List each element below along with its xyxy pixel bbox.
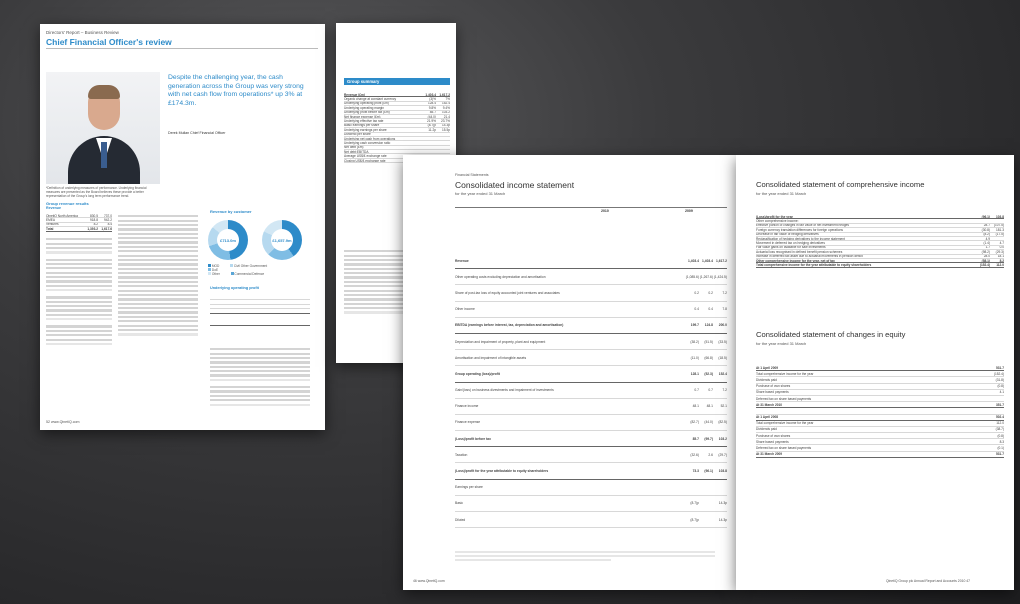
row-value: (82.7) [690, 420, 699, 425]
page-comprehensive-income [736, 155, 1014, 590]
row-value: (51.5) [704, 339, 713, 344]
row-label: Earnings per share [455, 485, 483, 490]
table-row [455, 415, 727, 431]
row-label: Effective portion of changes in fair value of net investment hedges [756, 223, 849, 228]
table-row [455, 383, 727, 399]
row-value: 0.7 [708, 388, 713, 393]
table-row [455, 480, 727, 496]
row-label: Depreciation and impairment of property, plant and equipment [455, 339, 546, 344]
row-value: 8.2 [999, 258, 1004, 263]
row-value: (96.1) [704, 469, 713, 474]
row-value: (30.8) [981, 228, 990, 232]
row-value: (1,085.6) [685, 274, 699, 279]
row-value: 7.2 [722, 290, 727, 295]
row-label: Revenue (£m) [344, 93, 365, 97]
chart-title: Revenue by customer [210, 209, 252, 214]
row-value: 112.0 [996, 263, 1004, 267]
body-text-col2 [118, 201, 198, 338]
row-value: 1,617.2 [716, 258, 727, 263]
row-label: Underlying cash conversion ratio [344, 141, 391, 145]
page-income-statement [403, 155, 736, 590]
section-title: Group revenue results [46, 201, 89, 206]
row-value: 152.4 [442, 101, 450, 106]
row-value: (1,267.6) [699, 274, 713, 279]
row-label: Decrease in fair value of hedging derivatives [756, 232, 819, 237]
row-label: (Loss)/profit before tax [455, 436, 491, 441]
row-value: 531.7 [996, 365, 1004, 370]
row-value: 200.0 [718, 323, 727, 328]
row-value: 1,403.4 [425, 93, 436, 97]
row-label: Increase in deferred tax asset due to actuarial movements in pension deficit [756, 254, 863, 259]
row-value: (0.8) [997, 384, 1004, 389]
table-row [455, 285, 727, 301]
row-value: 4.9 [985, 236, 990, 241]
comprehensive-income-table [756, 215, 1004, 268]
row-label: Purchase of own shares [756, 433, 791, 438]
chart-legend: MOD Civil Other Government DoE Other Commercial Defence [208, 264, 318, 276]
row-value: 1,403.4 [702, 258, 713, 263]
row-label: Underlying net cash from operations [344, 136, 396, 141]
statement-title: Consolidated statement of comprehensive income [756, 180, 925, 189]
table-row [455, 366, 727, 382]
row-value: 152.4 [718, 371, 727, 376]
table-row [455, 350, 727, 366]
changes-in-equity-table [756, 365, 1004, 458]
row-label: Movement in deferred tax on hedging derivatives [756, 241, 825, 246]
table-row: Ventures 8.2 8.4 [46, 222, 112, 227]
row-value: 9.8% [428, 106, 436, 110]
table-row [455, 399, 727, 415]
row-value: (66.8) [704, 355, 713, 360]
row-value: (99.7) [704, 436, 713, 441]
row-label: At 1 April 2009 [756, 365, 779, 370]
table-row: Total 1,393.2 1,617.6 [46, 227, 112, 231]
page-header: Financial Statements [455, 173, 489, 177]
row-value: 103.8 [718, 469, 727, 474]
row-value: 21.9% [426, 119, 436, 124]
income-statement-table [455, 253, 727, 528]
row-value: (11.0) [690, 355, 699, 360]
row-label: Actuarial loss recognised in defined benefit pension schemes [756, 250, 843, 254]
row-value: 14.3p [442, 123, 450, 128]
row-value: 14.3p [718, 517, 727, 522]
table-row [455, 269, 727, 285]
row-value: (31.8) [995, 377, 1004, 382]
row-value: (38.2) [690, 339, 699, 344]
row-label: Basic earnings per share [344, 123, 380, 128]
row-value: 28.7 [983, 223, 990, 228]
row-value: (96.1) [981, 215, 990, 219]
row-label: Other comprehensive income: [756, 219, 799, 224]
row-value: (82.5) [718, 420, 727, 425]
row-value: 21.4 [443, 114, 450, 119]
row-label: Average US$/£ exchange rate [344, 154, 387, 159]
row-label: Gain/(loss) on business divestments and impairment of investments [455, 388, 554, 393]
row-value: (58.1) [981, 258, 990, 263]
row-value: 48.1 [706, 404, 713, 409]
row-label: (Loss)/profit for the year [756, 215, 793, 219]
row-value: 531.7 [996, 452, 1004, 457]
row-value: 1.7 [985, 245, 990, 250]
cfo-photo [46, 72, 160, 184]
row-value: (1.4) [983, 241, 990, 246]
row-label: Organic change at constant currency [344, 97, 397, 102]
row-value: 23.7% [440, 119, 450, 124]
revenue-label: Revenue [46, 206, 61, 210]
row-label: Dividends paid [756, 427, 777, 432]
row-label: Fair value gains on available for sale investments [756, 245, 826, 250]
row-label: Total comprehensive income for the year attributable to equity shareholders [756, 263, 872, 267]
row-value: (0.1) [997, 446, 1004, 451]
row-value: (98.2) [981, 250, 990, 254]
table-row [455, 447, 727, 463]
row-value: 28.0 [983, 254, 990, 259]
table-row [756, 263, 1004, 267]
row-value: (8.7)p [690, 517, 699, 522]
donut-chart-2010 [208, 220, 248, 260]
row-value: 199.7 [690, 323, 699, 328]
row-value: 73.3 [692, 469, 699, 474]
row-label: Revenue [455, 258, 469, 263]
row-value: 7.8 [722, 307, 727, 312]
row-label: Finance expense [455, 420, 481, 425]
row-value: 128.4 [428, 101, 436, 106]
pull-quote: Despite the challenging year, the cash generation across the Group was very strong with net cash flow from operations* up 3% at £174.3m. [168, 74, 304, 107]
row-value: 0.7 [694, 388, 699, 393]
row-label: Underlying profit before tax (£m) [344, 110, 390, 115]
row-value: 103.2 [442, 110, 450, 115]
donut-label: £1,657.9m [271, 229, 293, 251]
page-cfo-review: Directors' Report – Business Review Chief Financial Officer's review Despite the challenging year, the cash generation across the Group was very strong with net cash flow from operations* up 3% at £174.3m. Derek Mullan Chief Financial Officer *Definition of underlying measures of performance. Underlying financial measures are presented as the Board believes these provide a better representation of the Group's long term performance trend. Group revenue results Revenue QinetiQ North America 830.5 737.0 EMEA 918.8 942.2 Ventures 8.2 8.4 Total 1,393.2 1,617.6 Revenue by customer £713.0m £1,657.9m MOD Civil Other Government DoE Other Commercial Defence Underlying operating profit 52 www.QinetiQ.com [40, 24, 325, 430]
row-value: (38.7) [995, 427, 1004, 432]
footnotes [455, 549, 715, 563]
row-label: Diluted [455, 517, 466, 522]
statement-subtitle: for the year ended 31 March [455, 191, 506, 196]
table-row [455, 496, 727, 512]
row-value: (33.5) [718, 339, 727, 344]
row-value: (152.4) [993, 371, 1004, 376]
row-value: 112.0 [996, 421, 1004, 426]
row-value: (29.7) [718, 452, 727, 457]
year-header: 2009 [685, 209, 693, 213]
page-footer: 52 www.QinetiQ.com [46, 420, 80, 424]
body-text-col1 [46, 236, 112, 347]
row-label: EBITDA (earnings before interest, tax, depreciation and amortisation) [455, 323, 564, 328]
row-label: Total comprehensive income for the year [756, 421, 814, 426]
row-label: Share based payments [756, 439, 789, 444]
op-profit-table [210, 296, 310, 326]
row-value: 0.2 [708, 290, 713, 295]
op-profit-title: Underlying operating profit [210, 286, 259, 290]
row-value: 52.1 [720, 404, 727, 409]
row-label: Deferred tax on share based payments [756, 446, 812, 451]
row-value: 9.4% [442, 106, 450, 110]
row-value: 48.1 [692, 404, 699, 409]
row-label: (Loss)/profit for the year attributable to equity shareholders [455, 469, 549, 474]
statement-subtitle: for the year ended 31 March [756, 191, 807, 196]
row-label: Net finance expense (£m) [344, 114, 381, 119]
row-value: (8.7)p [690, 501, 699, 506]
row-label: Taxation [455, 452, 468, 457]
row-value: (44.0) [704, 420, 713, 425]
statement-subtitle-2: for the year ended 31 March [756, 341, 807, 346]
section-header: Group summary [344, 78, 450, 85]
row-label: Group operating (loss)/profit [455, 371, 500, 376]
row-label: Basic [455, 501, 464, 506]
page-footer: QinetiQ Group plc Annual Report and Accounts 2010 47 [886, 579, 971, 583]
row-value: (17.5) [995, 232, 1004, 237]
table-row [455, 253, 727, 269]
table-row [455, 431, 727, 447]
row-value: 502.4 [996, 415, 1004, 420]
row-label: Underlying earnings per share [344, 128, 387, 132]
table-row [756, 452, 1004, 458]
row-value: 8.3 [999, 439, 1004, 444]
row-value: (29.3) [995, 250, 1004, 254]
column-headers [455, 207, 727, 213]
row-value: 85.7 [692, 436, 699, 441]
row-label: Amortisation and impairment of intangible assets [455, 355, 527, 360]
row-label: At 31 March 2010 [756, 402, 783, 407]
page-title: Chief Financial Officer's review [46, 37, 172, 47]
row-label: Underlying effective tax rate [344, 119, 384, 124]
row-value: 4.7 [999, 241, 1004, 246]
row-value: (107.5) [993, 223, 1004, 228]
row-label: Reclassification of hedging derivatives to the income statement [756, 236, 845, 241]
year-header: 2010 [601, 209, 609, 213]
row-value: 0.2 [694, 290, 699, 295]
byline: Derek Mullan Chief Financial Officer [168, 131, 226, 135]
table-row: QinetiQ North America 830.5 737.0 [46, 214, 112, 218]
row-value: 11.2p [428, 128, 436, 132]
revenue-table [46, 214, 112, 232]
table-row [455, 318, 727, 334]
row-value: 103.2 [718, 436, 727, 441]
row-label: Dividends paid [756, 377, 777, 382]
row-value: 15.5p [442, 128, 450, 132]
row-label: Share based payments [756, 390, 789, 395]
body-text-col3 [210, 346, 310, 408]
donut-chart-2009 [262, 220, 302, 260]
row-value: 14.3p [718, 501, 727, 506]
row-value: 7.2 [722, 388, 727, 393]
table-row [455, 463, 727, 479]
statement-title: Consolidated income statement [455, 180, 575, 190]
group-summary-table [344, 93, 450, 163]
row-label: Closing US$/£ exchange rate [344, 158, 386, 163]
row-value: 103.8 [996, 215, 1004, 219]
row-value: (32.6) [690, 452, 699, 457]
table-row [455, 512, 727, 528]
row-label: Other income [455, 307, 475, 312]
row-value: 128.1 [690, 371, 699, 376]
table-row [455, 334, 727, 350]
row-label: Dividend per share [344, 132, 371, 137]
row-label: Other comprehensive income for the year, net of tax [756, 258, 835, 263]
row-value: (8.2) [983, 232, 990, 237]
row-label: Share of post-tax loss of equity accounted joint ventures and associates [455, 290, 560, 295]
row-label: At 1 April 2008 [756, 415, 779, 420]
row-value: 1,617.2 [439, 93, 450, 97]
row-value: 0.4 [694, 307, 699, 312]
row-label: At 31 March 2009 [756, 452, 783, 457]
row-label: Total comprehensive income for the year [756, 371, 814, 376]
row-label: Underlying operating margin [344, 106, 385, 110]
row-value: 4.1 [999, 390, 1004, 395]
row-value: (3)% [429, 97, 436, 102]
row-label: Foreign currency translation differences for foreign operations [756, 228, 843, 232]
row-value: (44.0) [427, 114, 436, 119]
row-value: (8.7)p [427, 123, 436, 128]
row-value: 2.6 [708, 452, 713, 457]
row-value: (52.3) [704, 371, 713, 376]
row-value: 181.3 [996, 228, 1004, 232]
row-value: 0.4 [708, 307, 713, 312]
row-value: 351.7 [996, 402, 1004, 407]
row-value: 85.7 [429, 110, 436, 115]
row-value: 1,403.4 [688, 258, 699, 263]
statement-title-2: Consolidated statement of changes in equity [756, 330, 906, 339]
row-label: Deferred tax on share based payments [756, 396, 812, 401]
row-value: 0.0 [999, 245, 1004, 250]
page-header: Directors' Report – Business Review [46, 30, 119, 35]
row-label: Net debt:EBITDA [344, 150, 369, 154]
row-label: Net debt (£m) [344, 145, 364, 150]
row-label: Other operating costs excluding depreciation and amortisation [455, 274, 546, 279]
body-text [344, 248, 404, 316]
row-value: 7% [445, 97, 450, 102]
row-value: (0.8) [997, 433, 1004, 438]
row-label: Underlying operating profit (£m) [344, 101, 389, 106]
row-value: 18.1 [997, 254, 1004, 259]
row-value: (1,424.5) [713, 274, 727, 279]
row-value: 124.8 [704, 323, 713, 328]
page-footer: 46 www.QinetiQ.com [413, 579, 445, 583]
row-value: (152.4) [979, 263, 990, 267]
row-label: Purchase of own shares [756, 384, 791, 389]
row-value: (18.5) [718, 355, 727, 360]
table-row: EMEA 918.8 942.2 [46, 218, 112, 223]
donut-label: £713.0m [217, 229, 239, 251]
table-row [455, 302, 727, 318]
row-label: Finance income [455, 404, 479, 409]
